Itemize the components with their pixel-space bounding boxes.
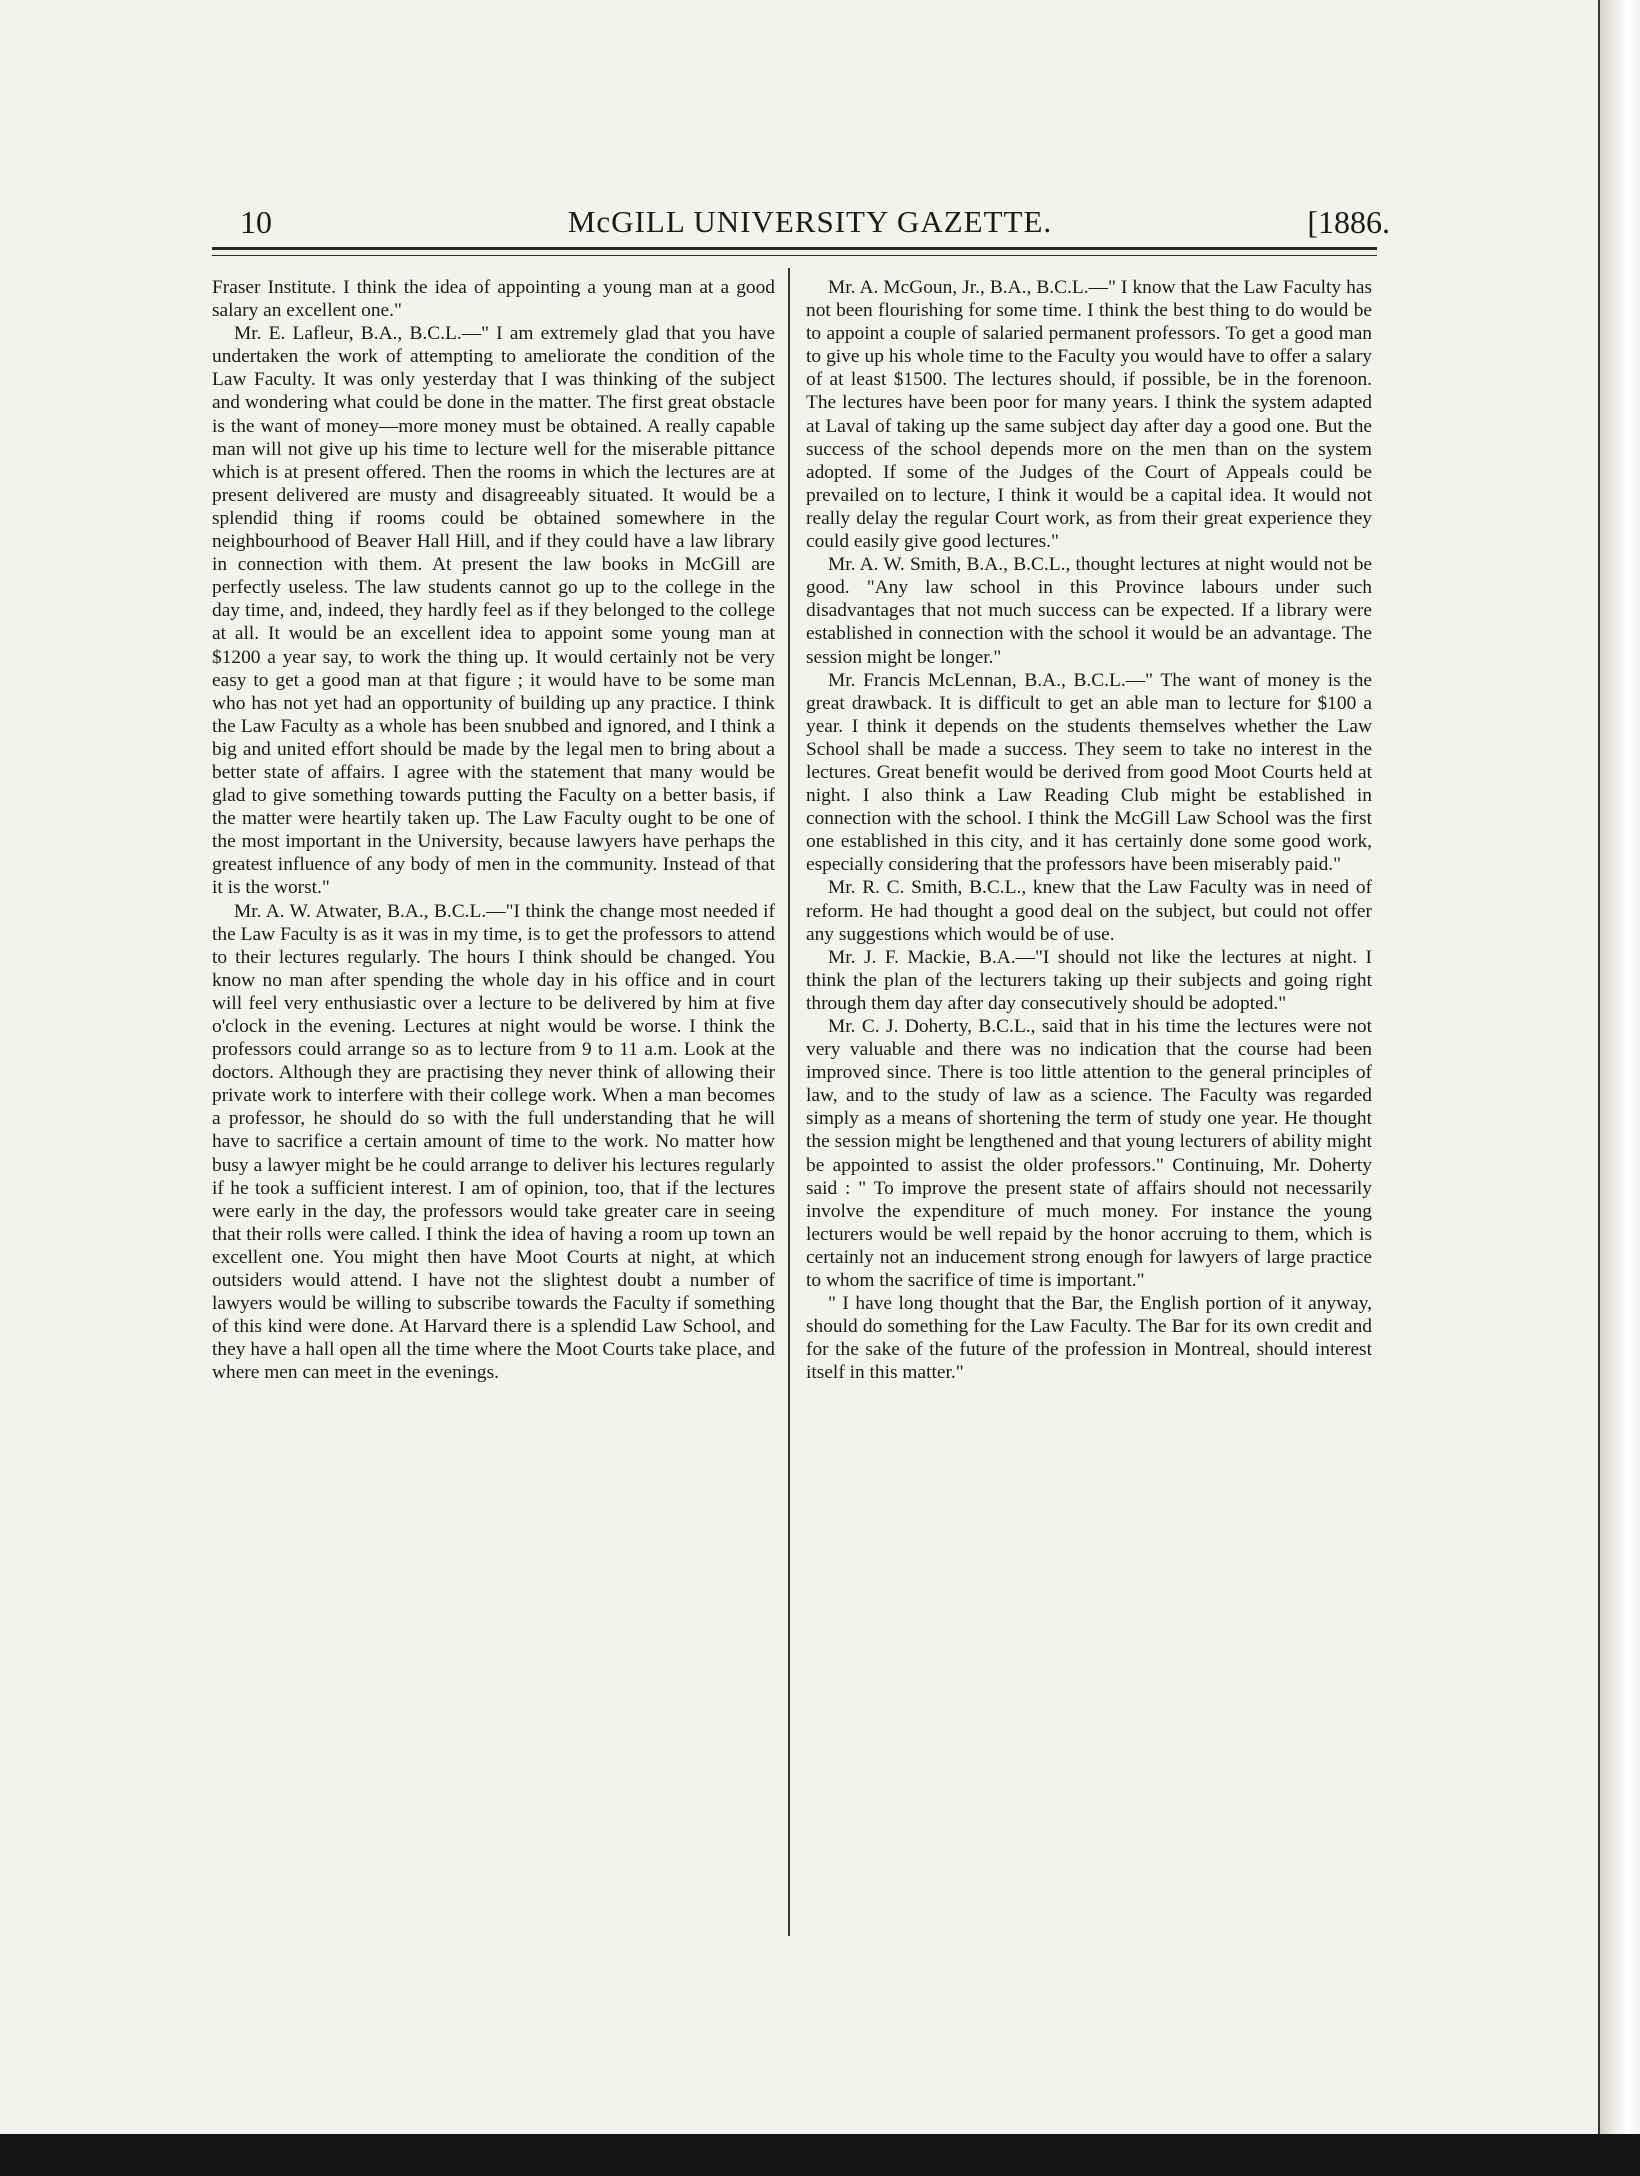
column-divider xyxy=(788,268,790,1936)
scan-edge-right xyxy=(1598,0,1640,2176)
paragraph: Mr. E. Lafleur, B.A., B.C.L.—" I am extremely glad that you have undertaken the work of attempting to ameliorate the condition of the Law Faculty. It was only yesterday that I was thinking of the subject and wondering what could be done in the matter. The first great obstacle is the want of money—more money must be obtained. A really capable man will not give up his time to lecture well for the miserable pittance which is at present offered. Then the rooms in which the lectures are at present delivered are musty and disagreeably situated. It would be a splendid thing if rooms could be obtained somewhere in the neighbourhood of Beaver Hall Hill, and if they could have a law library in connection with them. At present the law books in McGill are perfectly useless. The law students cannot go up to the college in the day time, and, indeed, they hardly feel as if they belonged to the college at all. It would be an excellent idea to appoint some young man at $1200 a year say, to work the thing up. It would certainly not be very easy to get a good man at that figure ; it would have to be some man who has not yet had an opportunity of building up any practice. I think the Law Faculty as a whole has been snubbed and ignored, and I think a big and united effort should be made by the legal men to bring about a better state of affairs. I agree with the statement that many would be glad to give something towards putting the Faculty on a better basis, if the matter were heartily taken up. The Law Faculty ought to be one of the most important in the University, because lawyers have perhaps the greatest influence of any body of men in the community. Instead of that it is the worst." xyxy=(212,323,775,899)
right-column xyxy=(806,276,1372,1385)
paragraph: " I have long thought that the Bar, the English portion of it anyway, should do something for the Law Faculty. The Bar for its own credit and for the sake of the future of the profession in Montreal, should interest itself in this matter." xyxy=(806,1293,1372,1384)
left-column xyxy=(212,276,775,1385)
paragraph: Mr. A. W. Atwater, B.A., B.C.L.—"I think the change most needed if the Law Faculty is as it was in my time, is to get the professors to attend to their lectures regularly. The hours I think should be changed. You know no man after spending the whole day in his office and in court will feel very enthusiastic over a lecture to be delivered by him at five o'clock in the evening. Lectures at night would be worse. I think the professors could arrange so as to lecture from 9 to 11 a.m. Look at the doctors. Although they are practising they never think of allowing their private work to interfere with their college work. When a man becomes a professor, he should do so with the full understanding that he will have to sacrifice a certain amount of time to the work. No matter how busy a lawyer might be he could arrange to deliver his lectures regularly if he took a sufficient interest. I am of opinion, too, that if the lectures were early in the day, the professors would take greater care in seeing that their rolls were called. I think the idea of having a room up town an excellent one. You might then have Moot Courts at night, at which outsiders would attend. I have not the slightest doubt a number of lawyers would be willing to subscribe towards the Faculty if something of this kind were done. At Harvard there is a splendid Law School, and they have a hall open all the time where the Moot Courts take place, and where men can meet in the evenings. xyxy=(212,900,775,1384)
page-header xyxy=(230,204,1390,244)
paragraph: Mr. J. F. Mackie, B.A.—"I should not like the lectures at night. I think the plan of the lecturers taking up their subjects and going right through them day after day consecutively should be adopted." xyxy=(806,946,1372,1014)
paragraph: Fraser Institute. I think the idea of appointing a young man at a good salary an excellent one." xyxy=(212,277,775,322)
header-rule-thick xyxy=(212,247,1377,250)
volume-year: [1886. xyxy=(1307,204,1390,240)
paragraph: Mr. A. McGoun, Jr., B.A., B.C.L.—" I know that the Law Faculty has not been flourishing for some time. I think the best thing to do would be to appoint a couple of salaried permanent professors. To get a good man to give up his whole time to the Faculty you would have to offer a salary of at least $1500. The lectures should, if possible, be in the forenoon. The lectures have been poor for many years. I think the system adapted at Laval of taking up the same subject day after day a good one. But the success of the school depends more on the men than on the system adopted. If some of the Judges of the Court of Appeals could be prevailed on to lecture, I think it would be a capital idea. It would not really delay the regular Court work, as from their great experience they could easily give good lectures." xyxy=(806,277,1372,553)
paragraph: Mr. A. W. Smith, B.A., B.C.L., thought lectures at night would not be good. "Any law school in this Province labours under such disadvantages that not much success can be expected. If a library were established in connection with the school it would be an advantage. The session might be longer." xyxy=(806,554,1372,668)
paragraph: Mr. C. J. Doherty, B.C.L., said that in his time the lectures were not very valuable and there was no indication that the course had been improved since. There is too little attention to the general principles of law, and to the study of law as a science. The Faculty was regarded simply as a means of shortening the term of study one year. He thought the session might be lengthened and that young lecturers of ability might be appointed to assist the older professors." Continuing, Mr. Doherty said : " To improve the present state of affairs should not necessarily involve the expenditure of much money. For instance the young lecturers would be well repaid by the honor accruing to them, which is certainly not an inducement strong enough for lawyers of large practice to whom the sacrifice of time is important." xyxy=(806,1016,1372,1292)
header-rule-thin xyxy=(212,255,1377,256)
paragraph: Mr. R. C. Smith, B.C.L., knew that the Law Faculty was in need of reform. He had thought a good deal on the subject, but could not offer any suggestions which would be of use. xyxy=(806,877,1372,945)
paragraph: Mr. Francis McLennan, B.A., B.C.L.—" The want of money is the great drawback. It is difficult to get an able man to lecture for $100 a year. I think it depends on the students themselves whether the Law School shall be made a success. They seem to take no interest in the lectures. Great benefit would be derived from good Moot Courts held at night. I also think a Law Reading Club might be established in connection with the school. I think the McGill Law School was the first one established in this city, and it has certainly done some good work, especially considering that the professors have been miserably paid." xyxy=(806,669,1372,876)
publication-title: McGILL UNIVERSITY GAZETTE. xyxy=(567,204,1053,239)
scan-edge-bottom xyxy=(0,2134,1640,2176)
page-number: 10 xyxy=(240,204,272,240)
